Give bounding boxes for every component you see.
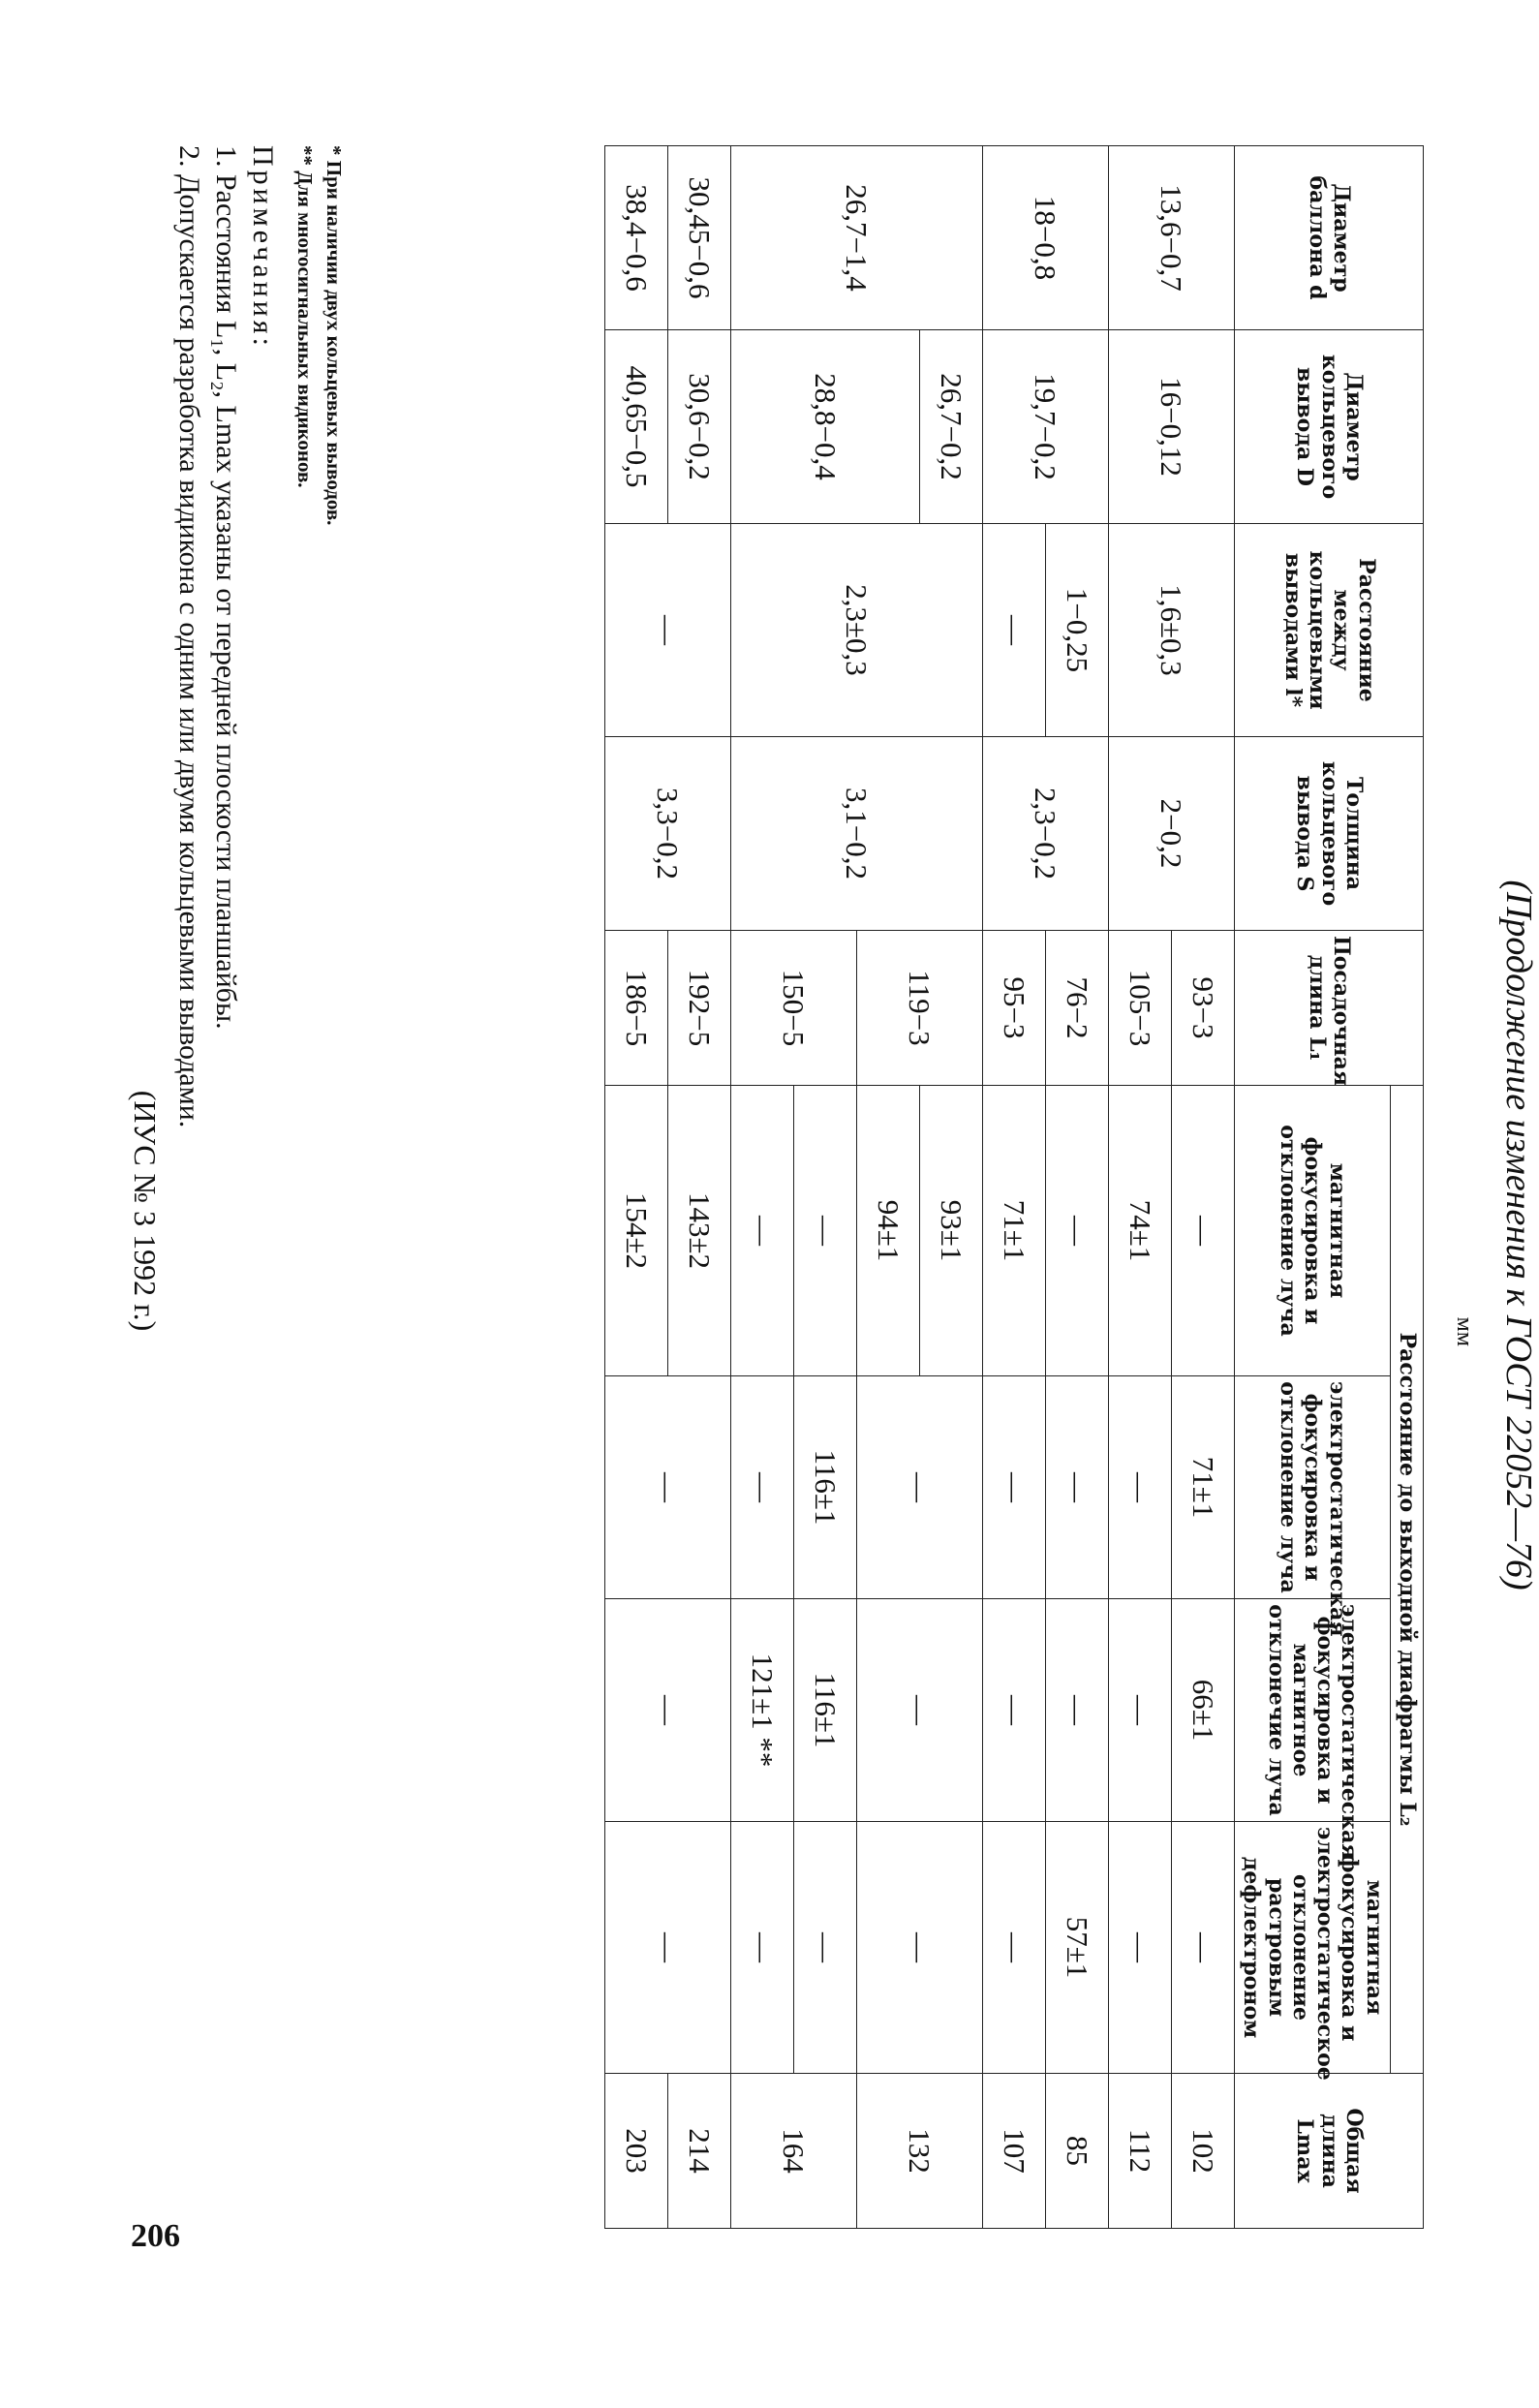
cell-d: 18−0,8: [982, 146, 1108, 330]
cell-L2-el: —: [1045, 1376, 1108, 1599]
cell-L2-elmag: —: [982, 1599, 1045, 1822]
cell-l: —: [982, 524, 1045, 737]
footnote-1: * При наличии двух кольцевых выводов.: [323, 145, 346, 526]
cell-L2-mag: —: [1171, 1086, 1234, 1376]
cell-L2-elmag: 66±1: [1171, 1599, 1234, 1822]
cell-L2-el: —: [982, 1376, 1045, 1599]
cell-L2-el: —: [1108, 1376, 1171, 1599]
notes-title: Примечания:: [247, 145, 279, 350]
header-L2-el: электростатическая фокусировка и отклонение луча: [1234, 1376, 1390, 1599]
cell-L2-mag: —: [793, 1086, 856, 1376]
cell-L1: 105−3: [1108, 931, 1171, 1086]
cell-L1: 76−2: [1045, 931, 1108, 1086]
cell-L2-mag: —: [1045, 1086, 1108, 1376]
cell-L2-magel: —: [793, 1822, 856, 2074]
header-Lmax: Общая длина Lmax: [1234, 2074, 1423, 2229]
cell-L1: 150−5: [730, 931, 856, 1086]
cell-L2-elmag: 116±1: [793, 1599, 856, 1822]
cell-L2-mag: 74±1: [1108, 1086, 1171, 1376]
cell-L2-el: 116±1: [793, 1376, 856, 1599]
cell-L2-magel: —: [1108, 1822, 1171, 2074]
header-row-1: [1390, 146, 1423, 2229]
cell-L2-el: —: [730, 1376, 793, 1599]
note-1: 1. Расстояния L₁, L₂, Lmax указаны от передней плоскости планшайбы.: [210, 145, 242, 1030]
cell-S: 2,3−0,2: [982, 737, 1108, 931]
cell-d: 38,4−0,6: [604, 146, 667, 330]
cell-D: 26,7−0,2: [919, 330, 982, 524]
cell-D: 28,8−0,4: [730, 330, 919, 524]
note-2: 2. Допускается разработка видикона с одним или двумя кольцевыми выводами.: [173, 145, 205, 1128]
cell-L2-elmag: —: [604, 1599, 730, 1822]
cell-S: 3,1−0,2: [730, 737, 982, 931]
cell-L2-el: 71±1: [1171, 1376, 1234, 1599]
cell-d: 13,6−0,7: [1108, 146, 1234, 330]
cell-L2-magel: —: [730, 1822, 793, 2074]
page-heading: (Продолжение изменения к ГОСТ 22052—76): [1498, 880, 1539, 1590]
page-number: 206: [131, 2218, 180, 2254]
table-row: [667, 146, 730, 2229]
cell-Lmax: 85: [1045, 2074, 1108, 2229]
cell-l: 1−0,25: [1045, 524, 1108, 737]
cell-L2-magel: 57±1: [1045, 1822, 1108, 2074]
units-label: мм: [1452, 1316, 1477, 1346]
cell-D: 40,65−0,5: [604, 330, 667, 524]
header-S: Толщина кольцевого вывода S: [1234, 737, 1423, 931]
cell-L2-magel: —: [982, 1822, 1045, 2074]
cell-Lmax: 164: [730, 2074, 856, 2229]
cell-L2-elmag: —: [1045, 1599, 1108, 1822]
cell-L2-magel: —: [856, 1822, 982, 2074]
header-D: Диаметр кольцевого вывода D: [1234, 330, 1423, 524]
footnote-2: ** Для многосигнальных видиконов.: [293, 145, 317, 488]
cell-l: 2,3±0,3: [730, 524, 982, 737]
dimensions-table: [604, 145, 1424, 2229]
cell-L1: 186−5: [604, 931, 667, 1086]
header-L2-group: Расстояние до выходной диафрагмы L₂: [1390, 1086, 1423, 2074]
cell-L2-el: —: [856, 1376, 982, 1599]
cell-D: 30,6−0,2: [667, 330, 730, 524]
table-row: [1045, 146, 1108, 2229]
table-row: [919, 146, 982, 2229]
cell-d: 30,45−0,6: [667, 146, 730, 330]
cell-Lmax: 107: [982, 2074, 1045, 2229]
cell-Lmax: 203: [604, 2074, 667, 2229]
table-row: [1171, 146, 1234, 2229]
cell-L2-mag: 71±1: [982, 1086, 1045, 1376]
cell-Lmax: 132: [856, 2074, 982, 2229]
cell-D: 19,7−0,2: [982, 330, 1108, 524]
cell-Lmax: 102: [1171, 2074, 1234, 2229]
cell-L2-elmag: —: [1108, 1599, 1171, 1822]
header-L2-mag: магнитная фокусировка и отклонение луча: [1234, 1086, 1390, 1376]
cell-l: —: [604, 524, 730, 737]
cell-L2-mag: 154±2: [604, 1086, 667, 1376]
notes-section: [127, 145, 349, 2276]
ius-reference: (ИУС № 3 1992 г.): [128, 1090, 163, 1332]
cell-L2-elmag: —: [856, 1599, 982, 1822]
header-L2-elmag: электростатическая фокусировка и магнитное отклонечие луча: [1234, 1599, 1390, 1822]
cell-D: 16−0,12: [1108, 330, 1234, 524]
cell-L1: 93−3: [1171, 931, 1234, 1086]
cell-L2-el: —: [604, 1376, 730, 1599]
cell-L2-mag: 94±1: [856, 1086, 919, 1376]
cell-d: 26,7−1,4: [730, 146, 982, 330]
cell-L2-mag: 93±1: [919, 1086, 982, 1376]
cell-L2-elmag: 121±1 **: [730, 1599, 793, 1822]
header-L2-magel: магнитная фокусировка и электростатическое отклонение растровым дефлектроном: [1234, 1822, 1390, 2074]
cell-L2-magel: —: [1171, 1822, 1234, 2074]
cell-l: 1,6±0,3: [1108, 524, 1234, 737]
header-d: Диаметр баллона d: [1234, 146, 1423, 330]
header-l: Расстояние между кольцевыми выводами l*: [1234, 524, 1423, 737]
cell-L2-magel: —: [604, 1822, 730, 2074]
cell-L2-mag: —: [730, 1086, 793, 1376]
cell-Lmax: 214: [667, 2074, 730, 2229]
cell-Lmax: 112: [1108, 2074, 1171, 2229]
cell-L1: 119−3: [856, 931, 982, 1086]
cell-L1: 192−5: [667, 931, 730, 1086]
cell-L2-mag: 143±2: [667, 1086, 730, 1376]
cell-S: 2−0,2: [1108, 737, 1234, 931]
cell-S: 3,3−0,2: [604, 737, 730, 931]
cell-L1: 95−3: [982, 931, 1045, 1086]
header-L1: Посадочная длина L₁: [1234, 931, 1423, 1086]
